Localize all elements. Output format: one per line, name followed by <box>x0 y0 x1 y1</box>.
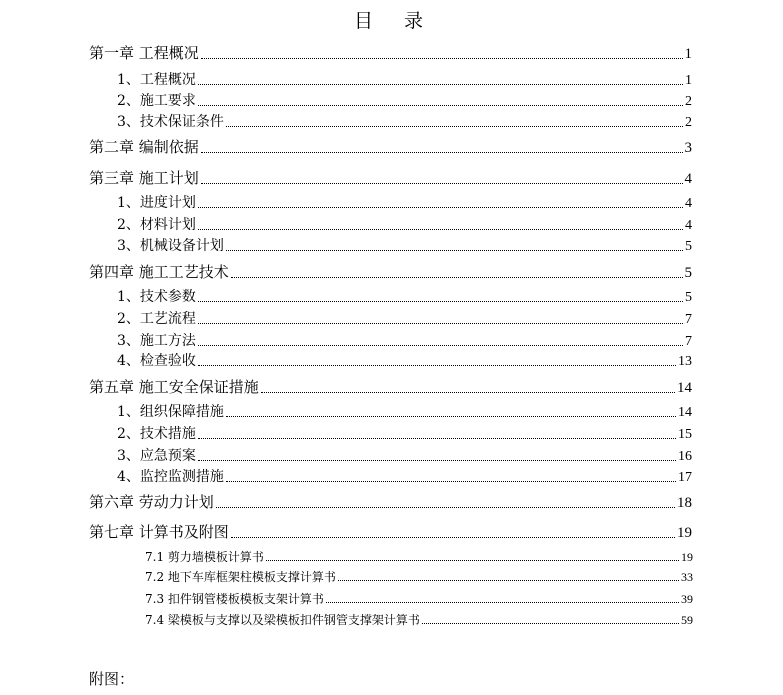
toc-entry-1 <box>89 42 692 63</box>
toc-leader-dots <box>226 481 676 482</box>
toc-entry-page: 2 <box>685 115 692 130</box>
toc-leader-dots <box>231 537 675 538</box>
toc-entry-7 <box>117 192 692 212</box>
toc-leader-dots <box>261 392 675 393</box>
toc-entry-label: 1、技术参数 <box>117 289 196 305</box>
toc-entry-label: 7.2 地下车库框架柱模板支撑计算书 <box>145 570 336 584</box>
toc-leader-dots <box>198 84 683 85</box>
toc-entry-page: 2 <box>685 94 692 109</box>
toc-entry-label: 1、组织保障措施 <box>117 404 224 420</box>
toc-leader-dots <box>326 602 679 603</box>
toc-entry-page: 5 <box>684 265 692 281</box>
toc-entry-page: 19 <box>677 525 692 541</box>
toc-entry-18 <box>117 445 692 465</box>
toc-entry-23 <box>145 568 693 585</box>
toc-entry-page: 59 <box>681 613 693 627</box>
toc-entry-page: 1 <box>684 46 692 62</box>
toc-entry-15 <box>89 376 692 397</box>
toc-entry-page: 3 <box>684 140 692 156</box>
toc-leader-dots <box>226 250 683 251</box>
toc-leader-dots <box>198 345 683 346</box>
toc-entry-page: 19 <box>681 550 693 564</box>
toc-entry-label: 1、进度计划 <box>117 195 196 211</box>
toc-entry-19 <box>117 466 692 486</box>
toc-entry-label: 第七章 计算书及附图 <box>89 523 229 541</box>
toc-entry-label: 第四章 施工工艺技术 <box>89 263 229 281</box>
toc-entry-label: 2、工艺流程 <box>117 311 196 327</box>
toc-leader-dots <box>198 365 676 366</box>
toc-leader-dots <box>198 207 683 208</box>
toc-entry-label: 第六章 劳动力计划 <box>89 493 214 511</box>
toc-entry-page: 14 <box>678 405 692 420</box>
toc-entry-label: 第一章 工程概况 <box>89 44 199 62</box>
appendix-label: 附图： <box>89 670 135 688</box>
toc-entry-page: 5 <box>685 239 692 254</box>
toc-leader-dots <box>198 438 676 439</box>
toc-entry-page: 1 <box>685 73 692 88</box>
toc-entry-21 <box>89 521 692 542</box>
toc-entry-11 <box>117 286 692 306</box>
toc-entry-12 <box>117 308 692 328</box>
toc-entry-page: 4 <box>684 171 692 187</box>
toc-entry-label: 3、技术保证条件 <box>117 114 224 130</box>
toc-entry-page: 17 <box>678 470 692 485</box>
toc-leader-dots <box>198 323 683 324</box>
toc-entry-24 <box>145 590 693 607</box>
toc-entry-page: 16 <box>678 449 692 464</box>
toc-entry-9 <box>117 235 692 255</box>
toc-entry-page: 33 <box>681 570 693 584</box>
toc-leader-dots <box>266 560 679 561</box>
toc-entry-label: 2、施工要求 <box>117 93 196 109</box>
toc-entry-25 <box>145 611 693 628</box>
toc-entry-label: 第五章 施工安全保证措施 <box>89 378 259 396</box>
toc-entry-16 <box>117 401 692 421</box>
toc-leader-dots <box>198 229 683 230</box>
toc-entry-page: 7 <box>685 334 692 349</box>
toc-entry-10 <box>89 261 692 282</box>
toc-entry-page: 5 <box>685 290 692 305</box>
toc-entry-label: 3、施工方法 <box>117 333 196 349</box>
toc-entry-4 <box>117 111 692 131</box>
toc-title: 目 录 <box>353 10 429 32</box>
toc-entry-label: 第三章 施工计划 <box>89 169 199 187</box>
toc-entry-label: 4、检查验收 <box>117 353 196 369</box>
toc-leader-dots <box>201 58 683 59</box>
toc-entry-page: 18 <box>677 495 692 511</box>
toc-entry-2 <box>117 69 692 89</box>
toc-entry-22 <box>145 548 693 565</box>
toc-entry-label: 3、机械设备计划 <box>117 238 224 254</box>
toc-entry-page: 4 <box>685 218 692 233</box>
toc-entry-label: 第二章 编制依据 <box>89 138 199 156</box>
toc-leader-dots <box>198 105 683 106</box>
toc-entry-page: 14 <box>677 380 692 396</box>
toc-entry-page: 15 <box>678 427 692 442</box>
toc-leader-dots <box>422 623 679 624</box>
toc-entry-5 <box>89 136 692 157</box>
toc-leader-dots <box>226 416 676 417</box>
toc-leader-dots <box>201 152 683 153</box>
toc-entry-3 <box>117 90 692 110</box>
toc-entry-label: 7.1 剪力墙模板计算书 <box>145 550 264 564</box>
toc-entry-page: 7 <box>685 312 692 327</box>
toc-entry-label: 2、技术措施 <box>117 426 196 442</box>
toc-entry-page: 39 <box>681 592 693 606</box>
toc-leader-dots <box>338 580 679 581</box>
toc-entry-page: 13 <box>678 354 692 369</box>
toc-leader-dots <box>198 460 676 461</box>
toc-entry-label: 4、监控监测措施 <box>117 469 224 485</box>
toc-entry-label: 7.4 梁模板与支撑以及梁模板扣件钢管支撑架计算书 <box>145 613 420 627</box>
toc-entry-8 <box>117 214 692 234</box>
toc-leader-dots <box>201 183 683 184</box>
toc-entry-page: 4 <box>685 196 692 211</box>
toc-leader-dots <box>198 301 683 302</box>
toc-leader-dots <box>226 126 683 127</box>
toc-entry-label: 7.3 扣件钢管楼板模板支架计算书 <box>145 592 324 606</box>
toc-entry-17 <box>117 423 692 443</box>
toc-leader-dots <box>231 277 683 278</box>
toc-entry-6 <box>89 167 692 188</box>
toc-entry-label: 3、应急预案 <box>117 448 196 464</box>
toc-entry-14 <box>117 350 692 370</box>
toc-entry-label: 1、工程概况 <box>117 72 196 88</box>
toc-entry-label: 2、材料计划 <box>117 217 196 233</box>
toc-leader-dots <box>216 507 675 508</box>
toc-entry-13 <box>117 330 692 350</box>
toc-entry-20 <box>89 491 692 512</box>
